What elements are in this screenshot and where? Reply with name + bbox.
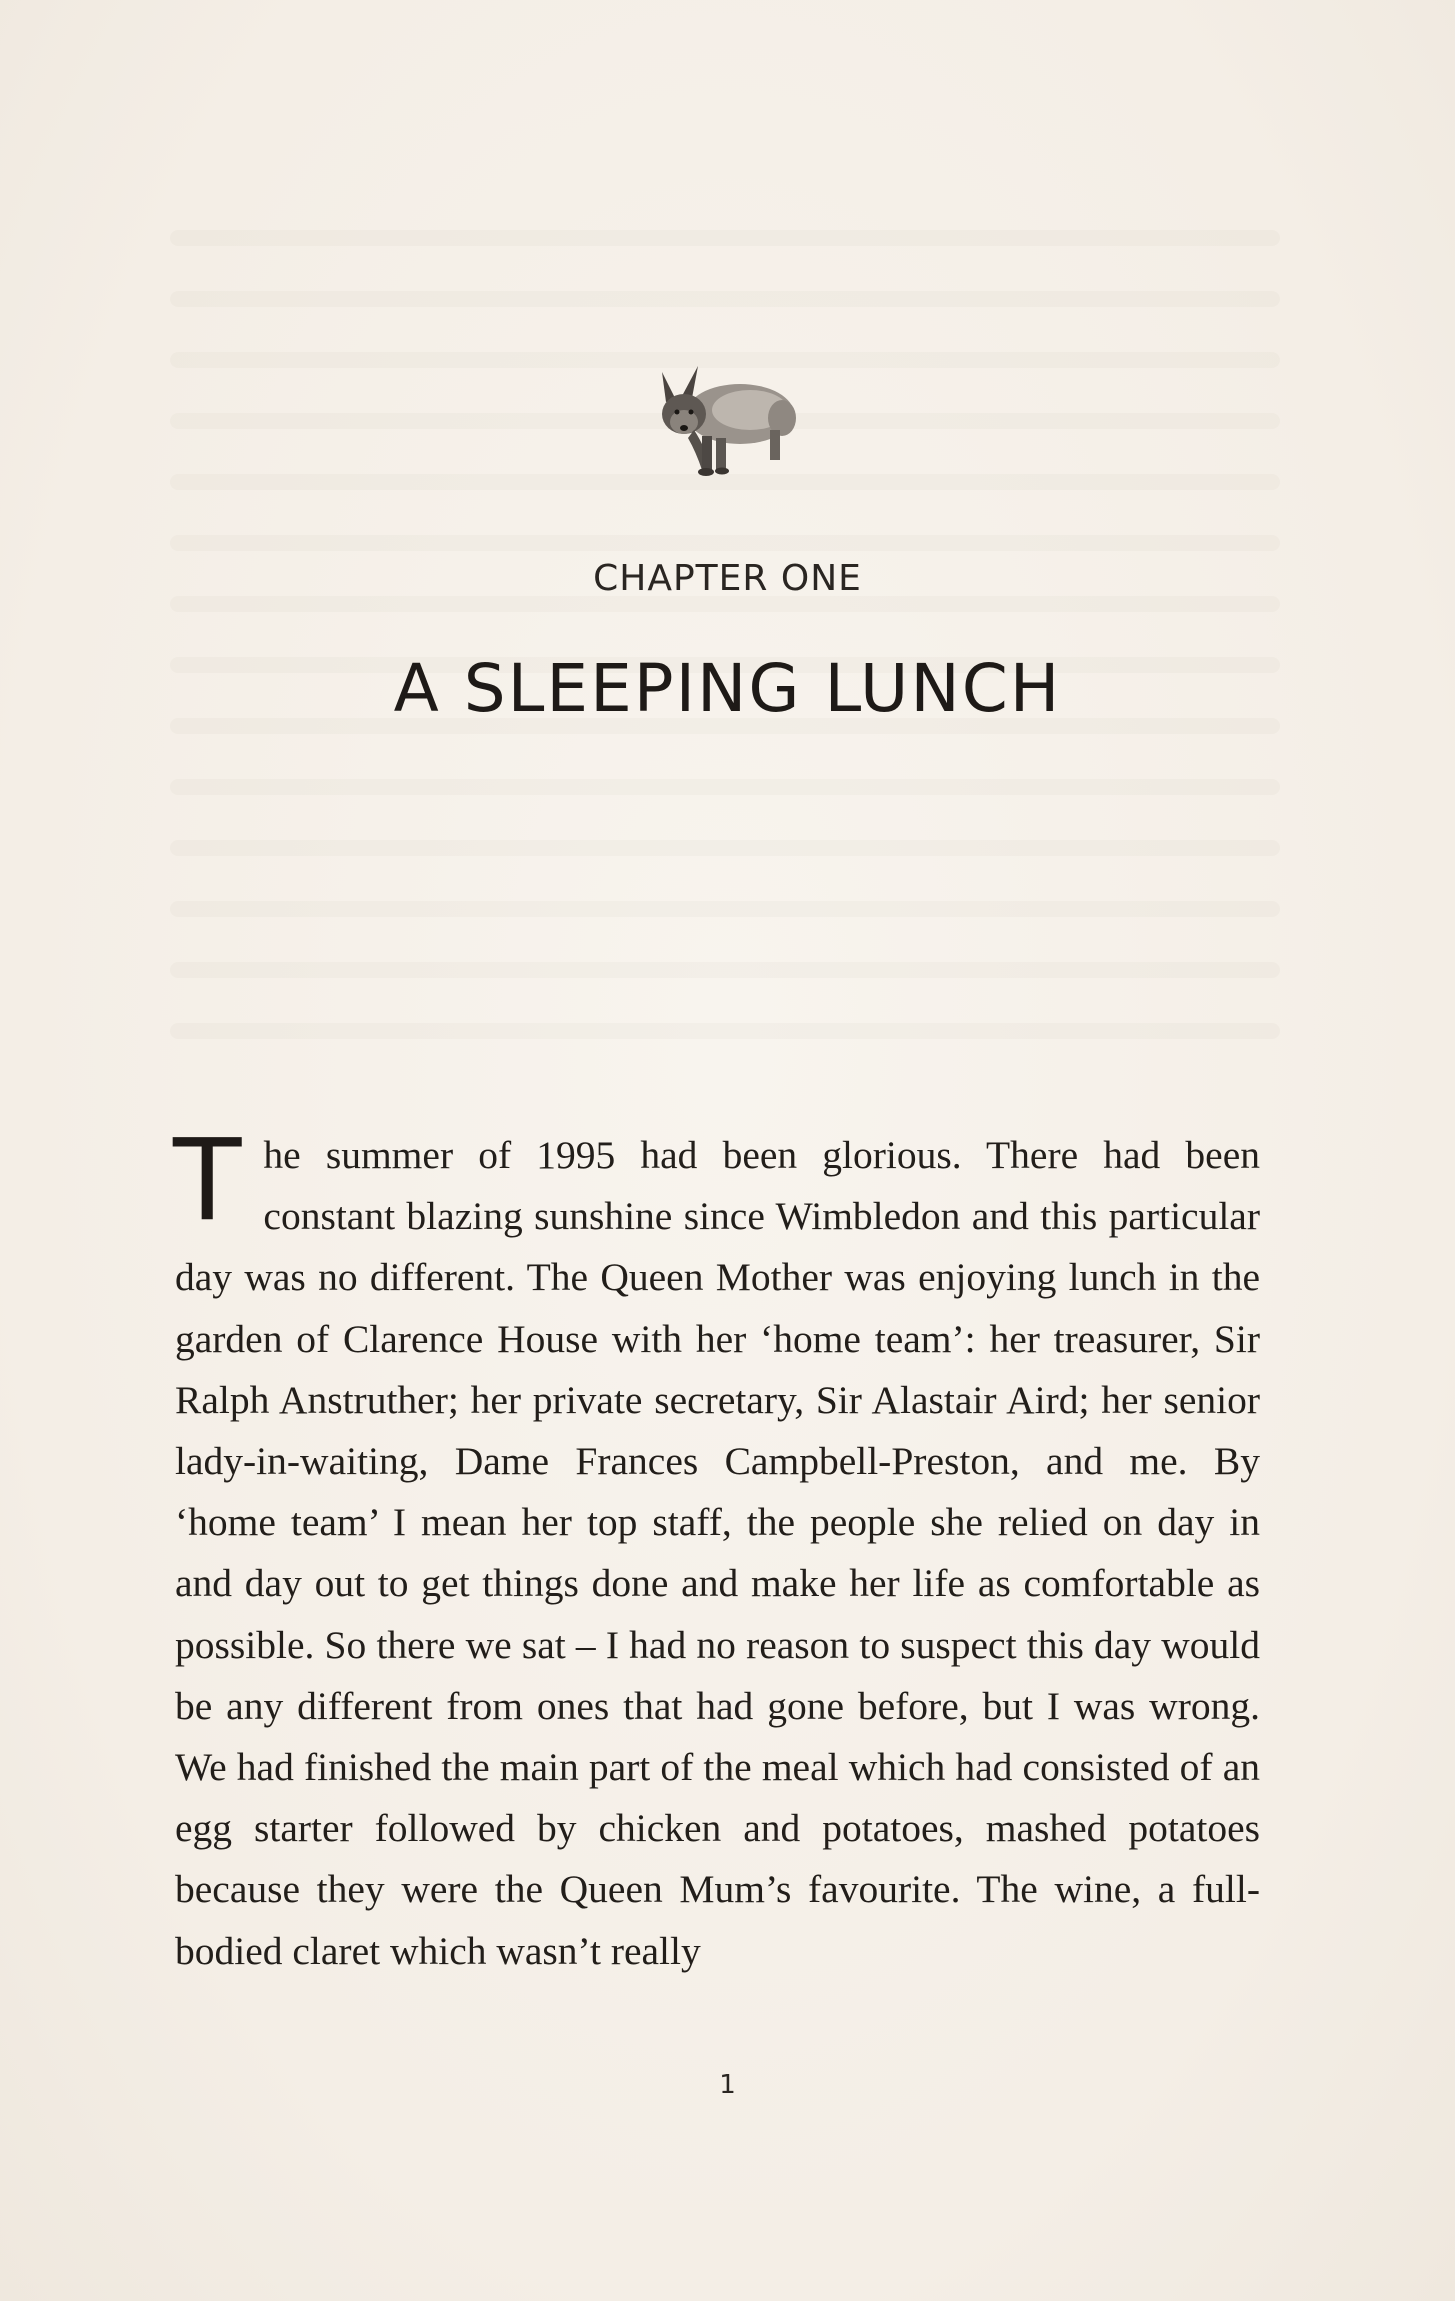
body-paragraph (173, 1116, 1260, 1982)
drop-cap: T (173, 1116, 242, 1246)
paragraph-text: he summer of 1995 had been glorious. There had been constant blazing sunshine since Wimbledon and this particular day was no different. The Queen Mother was enjoying lunch in the garden of Clarence House with her ‘home team’: her treasurer, Sir Ralph Anstruther; her private secretary, Sir Alastair Aird; her senior lady-in-waiting, Dame Frances Campbell-Preston, and me. By ‘home team’ I mean her top staff, the people she relied on day in and day out to get things done and make her life as comfortable as possible. So there we sat – I had no reason to suspect this day would be any different from ones that had gone before, but I was wrong. We had finished the main part of the meal which had consisted of an egg starter followed by chicken and potatoes, mashed potatoes because they were the Queen Mum’s favourite. The wine, a full-bodied claret which wasn’t really (175, 1133, 1260, 1973)
page-number: 1 (719, 2070, 736, 2100)
corgi-icon (632, 352, 812, 492)
chapter-title: A SLEEPING LUNCH (393, 650, 1062, 727)
chapter-label: CHAPTER ONE (593, 558, 862, 599)
